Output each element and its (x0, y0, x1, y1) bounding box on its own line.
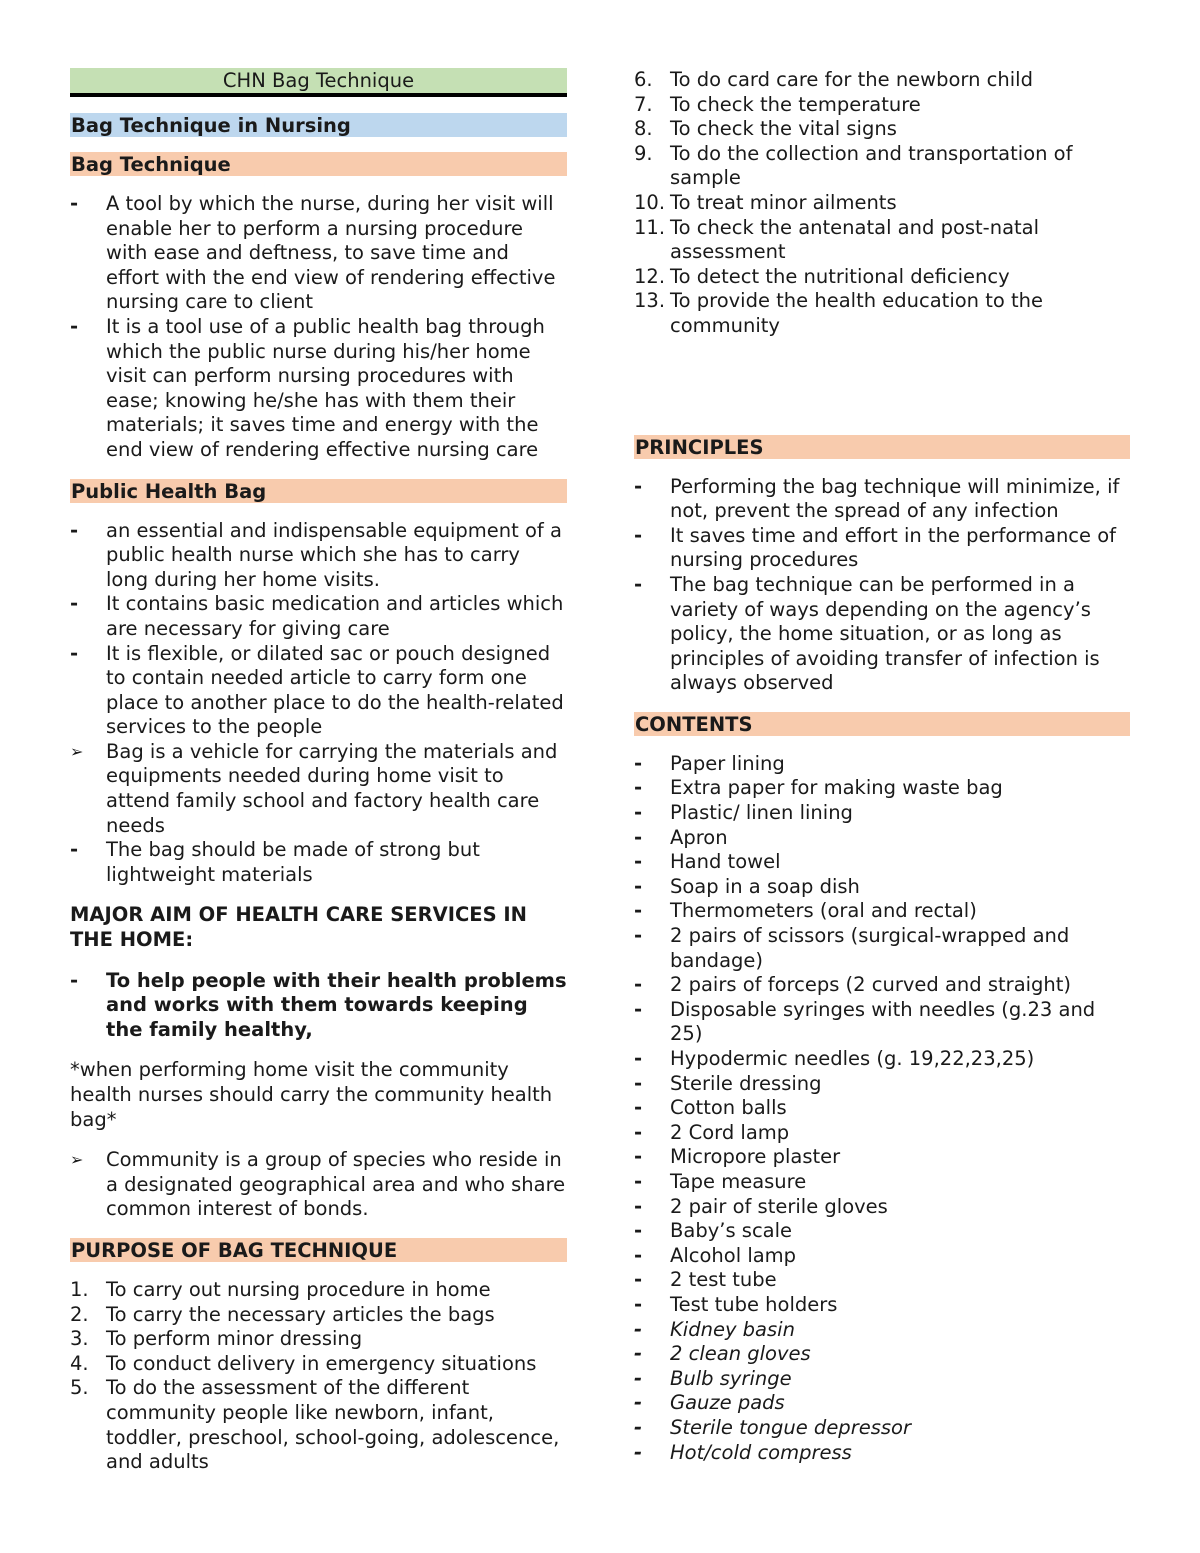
list-item: 9. To do the collection and transportation of sample (634, 141, 1073, 190)
dash-bullet: - (70, 518, 79, 542)
heading-bag-technique: Bag Technique (70, 152, 567, 176)
heading-contents: CONTENTS (634, 712, 1130, 736)
note-text: *when performing home visit the community health nurses should carry the community health bag* (70, 1058, 553, 1131)
document-title: CHN Bag Technique (70, 68, 567, 97)
right-column (634, 68, 1130, 1465)
list-item: - The bag should be made of strong but lightweight materials (70, 838, 480, 886)
list-item: 4. To conduct delivery in emergency situations (70, 1351, 537, 1375)
list-item: - Paper lining (634, 751, 785, 775)
list-item: - Sterile dressing (634, 1071, 822, 1095)
public-health-bag-list (70, 519, 567, 888)
list-item: - Baby’s scale (634, 1219, 793, 1243)
dash-bullet: - (70, 968, 79, 992)
list-item: - Bulb syringe (634, 1366, 792, 1390)
major-aim-list (70, 969, 567, 1043)
list-item: - Kidney basin (634, 1317, 795, 1341)
list-item: - A tool by which the nurse, during her visit will enable her to perform a nursing procedure with ease and deftness, to save time and effort with the end view of rendering effective nursing care to client (70, 192, 556, 314)
list-item: - It contains basic medication and articles which are necessary for giving care (70, 592, 564, 640)
dash-bullet: - (70, 838, 79, 862)
community-list (70, 1148, 567, 1222)
heading-purpose: PURPOSE OF BAG TECHNIQUE (70, 1238, 567, 1262)
list-item: - 2 Cord lamp (634, 1120, 790, 1144)
list-item: - 2 clean gloves (634, 1342, 811, 1366)
list-item: - 2 test tube (634, 1268, 777, 1292)
dash-bullet: - (70, 641, 79, 665)
list-item: - To help people with their health problems and works with them towards keeping the family healthy, (70, 968, 567, 1041)
list-item: - Hot/cold compress (634, 1440, 852, 1464)
heading-principles: PRINCIPLES (634, 435, 1130, 459)
purpose-list (70, 1278, 567, 1475)
list-item: - Hand towel (634, 850, 781, 874)
dash-bullet: - (634, 474, 643, 498)
list-item: 5. To do the assessment of the different community people like newborn, infant, toddler, preschool, school-going, adolescence, and adults (70, 1376, 560, 1474)
dash-bullet: - (634, 523, 643, 547)
list-item: - an essential and indispensable equipment of a public health nurse which she has to carry long during her home visits. (70, 518, 562, 591)
list-item: 13. To provide the health education to the community (634, 289, 1044, 337)
list-item: - Apron (634, 825, 728, 849)
list-item: 10. To treat minor ailments (634, 190, 897, 214)
list-item: - Gauze pads (634, 1391, 785, 1415)
list-item: - It is a tool use of a public health bag through which the public nurse during his/her home visit can perform nursing procedures with ease; knowing he/she has with them their materials; it saves time and energy with the end view of rendering effective nursing care (70, 314, 545, 461)
list-item: - Hypodermic needles (g. 19,22,23,25) (634, 1047, 1035, 1070)
list-item: - The bag technique can be performed in a variety of ways depending on the agency’s policy, the home situation, or as long as principles of avoiding transfer of infection is always observed (634, 572, 1100, 695)
list-item: - Thermometers (oral and rectal) (634, 899, 977, 923)
list-item: - It saves time and effort in the performance of nursing procedures (634, 523, 1117, 572)
heading-bag-technique-in-nursing: Bag Technique in Nursing (70, 113, 567, 137)
list-item: - Alcohol lamp (634, 1243, 797, 1267)
dash-bullet: - (70, 314, 79, 338)
arrow-bullet-icon: ➢ (70, 741, 84, 761)
bag-technique-list (70, 192, 567, 463)
purpose-list-continued (634, 68, 1130, 339)
heading-public-health-bag: Public Health Bag (70, 479, 567, 503)
major-aim-heading: MAJOR AIM OF HEALTH CARE SERVICES IN THE HOME: (70, 903, 527, 952)
list-item: 3. To perform minor dressing (70, 1327, 363, 1351)
list-item: 12. To detect the nutritional deficiency (634, 264, 1010, 288)
list-item: 8. To check the vital signs (634, 117, 897, 141)
list-item: - Sterile tongue depressor (634, 1415, 911, 1439)
list-item: - Performing the bag technique will minimize, if not, prevent the spread of any infection (634, 474, 1120, 523)
dash-bullet: - (634, 572, 643, 596)
arrow-bullet-icon: ➢ (70, 1150, 84, 1170)
list-item: - It is flexible, or dilated sac or pouch designed to contain needed article to carry form one place to another place to do the health-related services to the people (70, 641, 564, 739)
contents-list (634, 752, 1130, 1465)
list-item: - Tape measure (634, 1169, 807, 1193)
principles-list (634, 475, 1130, 696)
dash-bullet: - (70, 592, 79, 616)
list-item: - Micropore plaster (634, 1145, 841, 1169)
dash-bullet: - (70, 192, 79, 215)
list-item: ➢ Bag is a vehicle for carrying the materials and equipments needed during home visit to attend family school and factory health care needs (70, 739, 558, 837)
left-column (70, 68, 567, 1475)
list-item: 11. To check the antenatal and post-natal assessment (634, 215, 1040, 264)
list-item: 2. To carry the necessary articles the bags (70, 1302, 495, 1326)
list-item: 1. To carry out nursing procedure in home (70, 1277, 491, 1301)
list-item: - Cotton balls (634, 1096, 787, 1120)
list-item: - 2 pair of sterile gloves (634, 1194, 888, 1218)
list-item: 6. To do card care for the newborn child (634, 68, 1033, 91)
list-item: 7. To check the temperature (634, 92, 921, 116)
list-item: - Test tube holders (634, 1292, 838, 1316)
list-item: - Extra paper for making waste bag (634, 776, 1003, 800)
list-item: - Soap in a soap dish (634, 874, 860, 898)
list-item: ➢ Community is a group of species who reside in a designated geographical area and who share common interest of bonds. (70, 1148, 566, 1221)
list-item: - Disposable syringes with needles (g.23 and 25) (634, 997, 1096, 1046)
list-item: - Plastic/ linen lining (634, 801, 853, 825)
list-item: - 2 pairs of forceps (2 curved and straight) (634, 973, 1072, 997)
list-item: - 2 pairs of scissors (surgical-wrapped and bandage) (634, 924, 1070, 972)
